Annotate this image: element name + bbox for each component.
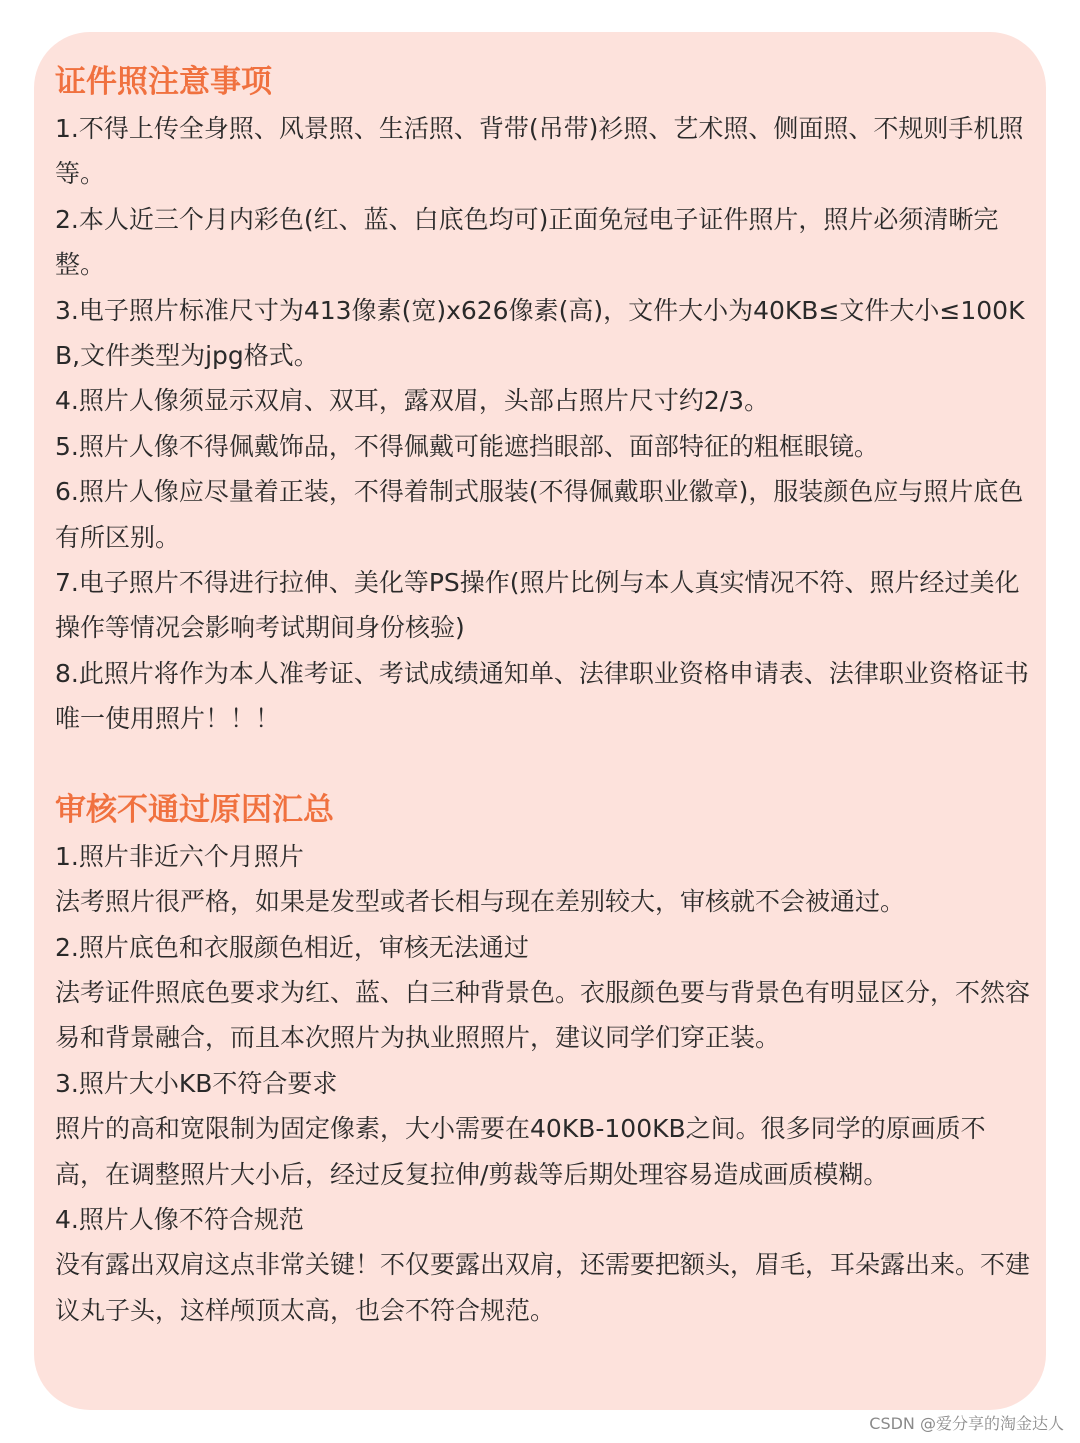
notes-item-6: 6.照片人像应尽量着正装，不得着制式服装(不得佩戴职业徽章)，服装颜色应与照片底色有所区别。 bbox=[55, 477, 1024, 552]
reason-detail-1: 法考照片很严格，如果是发型或者长相与现在差别较大，审核就不会被通过。 bbox=[55, 887, 906, 917]
article-content bbox=[55, 58, 1035, 1333]
section-title-id-photo-notes: 证件照注意事项 bbox=[55, 64, 272, 100]
reason-detail-3: 照片的高和宽限制为固定像素，大小需要在40KB-100KB之间。很多同学的原画质不高，在调整照片大小后，经过反复拉伸/剪裁等后期处理容易造成画质模糊。 bbox=[55, 1114, 986, 1189]
notes-item-3: 3.电子照片标准尺寸为413像素(宽)x626像素(高)，文件大小为40KB≤文件大小≤100KB,文件类型为jpg格式。 bbox=[55, 295, 1025, 371]
reason-detail-4: 没有露出双肩这点非常关键！不仅要露出双肩，还需要把额头，眉毛，耳朵露出来。不建议丸子头，这样颅顶太高，也会不符合规范。 bbox=[55, 1250, 1031, 1325]
notes-item-2: 2.本人近三个月内彩色(红、蓝、白底色均可)正面免冠电子证件照片，照片必须清晰完整。 bbox=[55, 204, 999, 280]
section-title-rejection-reasons: 审核不通过原因汇总 bbox=[55, 791, 334, 828]
notes-item-7: 7.电子照片不得进行拉伸、美化等PS操作(照片比例与本人真实情况不符、照片经过美化操作等情况会影响考试期间身份核验) bbox=[55, 568, 1020, 643]
notes-item-5: 5.照片人像不得佩戴饰品，不得佩戴可能遮挡眼部、面部特征的粗框眼镜。 bbox=[55, 431, 879, 461]
reason-heading-2: 2.照片底色和衣服颜色相近，审核无法通过 bbox=[55, 932, 529, 962]
section-spacer bbox=[55, 742, 1035, 786]
csdn-watermark: CSDN @爱分享的淘金达人 bbox=[869, 1414, 1064, 1433]
notes-item-8: 8.此照片将作为本人准考证、考试成绩通知单、法律职业资格申请表、法律职业资格证书唯一使用照片！！！ bbox=[55, 658, 1029, 734]
notes-item-1: 1.不得上传全身照、风景照、生活照、背带(吊带)衫照、艺术照、侧面照、不规则手机照等。 bbox=[55, 114, 1024, 189]
reason-detail-2: 法考证件照底色要求为红、蓝、白三种背景色。衣服颜色要与背景色有明显区分，不然容易和背景融合，而且本次照片为执业照照片，建议同学们穿正装。 bbox=[55, 977, 1031, 1053]
reason-heading-4: 4.照片人像不符合规范 bbox=[55, 1204, 304, 1234]
reason-heading-1: 1.照片非近六个月照片 bbox=[55, 841, 304, 871]
reason-heading-3: 3.照片大小KB不符合要求 bbox=[55, 1068, 338, 1098]
notes-item-4: 4.照片人像须显示双肩、双耳，露双眉，头部占照片尺寸约2/3。 bbox=[55, 386, 770, 416]
